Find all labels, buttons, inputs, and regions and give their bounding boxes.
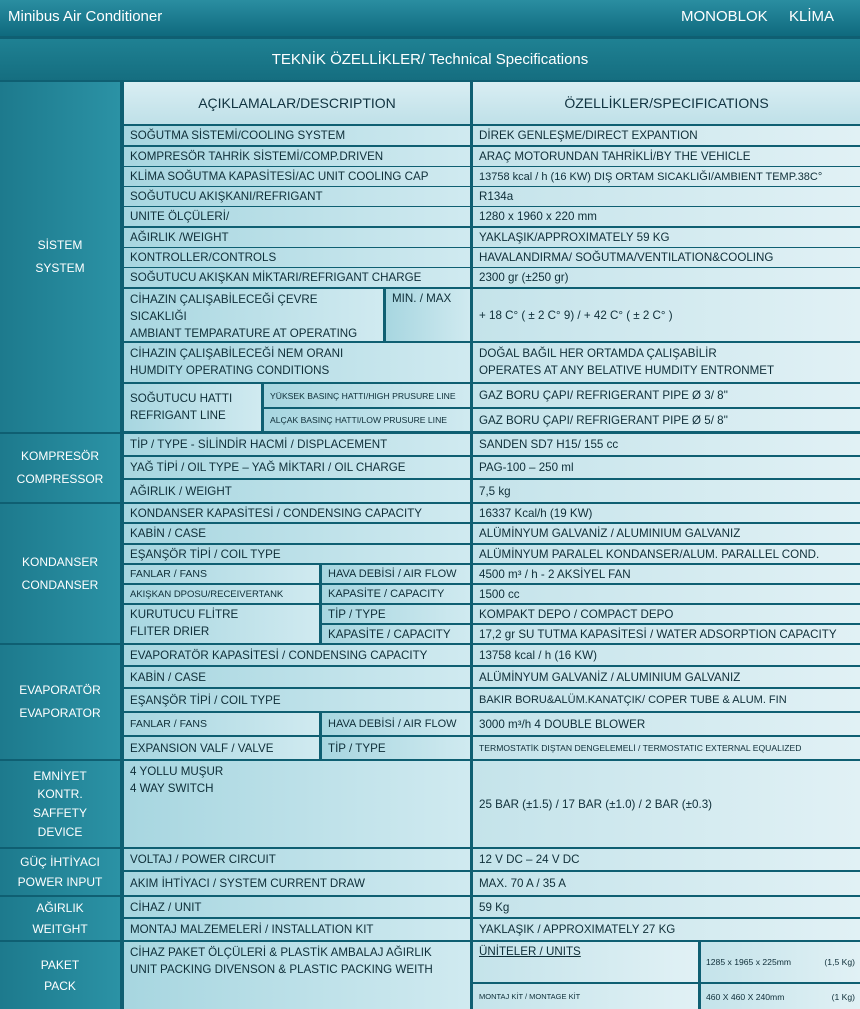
spec-value: 7,5 kg: [473, 480, 860, 502]
spec-label-line: FLITER DRIER: [130, 625, 210, 638]
spec-value: 13758 kcal / h (16 KW) DIŞ ORTAM SICAKLIĞI/AMBIENT TEMP.38C°: [473, 167, 860, 186]
section-label: SYSTEM: [35, 261, 85, 275]
spec-label-line: CİHAZ PAKET ÖLÇÜLERİ & PLASTİK AMBALAJ AĞIRLIK: [130, 946, 432, 959]
spec-label: AKIŞKAN DPOSU/RECEIVERTANK: [124, 585, 319, 603]
page-title: TEKNİK ÖZELLİKLER/ Technical Specifications: [0, 39, 860, 80]
spec-label: MONTAJ MALZEMELERİ / INSTALLATION KIT: [124, 919, 470, 940]
spec-value: YAKLAŞIK/APPROXIMATELY 59 KG: [473, 228, 860, 247]
pack-units-weight: (1,5 Kg): [824, 957, 855, 967]
pack-kit-cell: [701, 984, 860, 1009]
spec-value: + 18 C° ( ± 2 C° 9) / + 42 C° ( ± 2 C° ): [473, 289, 860, 341]
spec-sublabel: TİP / TYPE: [322, 605, 470, 623]
pack-kit-dimensions: 460 X 460 X 240mm: [706, 991, 785, 1002]
spec-label: KABİN / CASE: [124, 667, 470, 687]
column-header-description: AÇIKLAMALAR/DESCRIPTION: [124, 82, 470, 124]
spec-sublabel: ALÇAK BASINÇ HATTI/LOW PRUSURE LINE: [264, 409, 470, 431]
spec-label-line: UNIT PACKING DIVENSON & PLASTIC PACKING WEITH: [130, 962, 433, 976]
section-label: KOMPRESÖR: [20, 449, 99, 464]
spec-value: ALÜMİNYUM GALVANİZ / ALUMINIUM GALVANIZ: [473, 667, 860, 687]
spec-label: UNITE ÖLÇÜLERİ/: [124, 207, 470, 226]
section-label: EVAPORATOR: [19, 706, 101, 720]
spec-label: SOĞUTMA SİSTEMİ/COOLING SYSTEM: [124, 126, 470, 145]
spec-value: TERMOSTATİK DIŞTAN DENGELEMELİ / TERMOSTATIC EXTERNAL EQUALIZED: [473, 737, 860, 759]
spec-label: YAĞ TİPİ / OIL TYPE – YAĞ MİKTARI / OIL CHARGE: [124, 457, 470, 478]
spec-label-line: HUMDITY OPERATING CONDITIONS: [130, 363, 330, 377]
spec-label-switch: [124, 761, 470, 847]
section-condenser: [0, 504, 120, 643]
spec-value-line: OPERATES AT ANY BELATIVE HUMDITY ENTRONMET: [479, 363, 775, 377]
section-label: EMNİYET: [33, 768, 87, 783]
spec-label-humidity: [124, 343, 470, 382]
section-evaporator: [0, 645, 120, 759]
section-label: PAKET: [40, 958, 80, 973]
spec-value: R134a: [473, 187, 860, 206]
spec-label: KONDANSER KAPASİTESİ / CONDENSING CAPACITY: [124, 504, 470, 522]
spec-sublabel: YÜKSEK BASINÇ HATTI/HIGH PRUSURE LINE: [264, 384, 470, 407]
spec-value-line: DOĞAL BAĞIL HER ORTAMDA ÇALIŞABİLİR: [479, 347, 717, 360]
spec-value: SANDEN SD7 H15/ 155 cc: [473, 434, 860, 455]
spec-label: FANLAR / FANS: [124, 713, 319, 735]
tag-klima: KLİMA: [789, 8, 835, 25]
section-label: GÜÇ İHTİYACI: [20, 854, 100, 869]
spec-label-line: CİHAZIN ÇALIŞABİLECEĞİ NEM ORANI: [130, 347, 344, 360]
spec-label-line: AMBIANT TEMPARATURE AT OPERATING: [130, 326, 358, 340]
spec-sublabel: KAPASİTE / CAPACITY: [322, 585, 470, 603]
section-label: PACK: [44, 978, 76, 993]
section-label: COMPRESSOR: [16, 472, 104, 486]
spec-value-humidity: [473, 343, 860, 382]
spec-value: ALÜMİNYUM GALVANİZ / ALUMINIUM GALVANIZ: [473, 524, 860, 543]
app-title: Minibus Air Conditioner: [8, 8, 163, 25]
section-pack: [0, 942, 120, 1009]
spec-value: 12 V DC – 24 V DC: [473, 849, 860, 870]
spec-label: KABİN / CASE: [124, 524, 470, 543]
spec-label-line: CİHAZIN ÇALIŞABİLECEĞİ ÇEVRE SICAKLIĞI: [130, 293, 318, 323]
spec-value: 1500 cc: [473, 585, 860, 603]
spec-label: SOĞUTUCU AKIŞKANI/REFRIGANT: [124, 187, 470, 206]
spec-value: BAKIR BORU&ALÜM.KANATÇIK/ COPER TUBE & ALUM. FIN: [473, 689, 860, 711]
spec-value: MAX. 70 A / 35 A: [473, 872, 860, 895]
app-header: [0, 0, 860, 36]
spec-sublabel: KAPASİTE / CAPACITY: [322, 625, 470, 643]
spec-sublabel: MIN. / MAX: [386, 289, 470, 341]
spec-label: SOĞUTUCU AKIŞKAN MİKTARI/REFRIGANT CHARGE: [124, 268, 470, 287]
spec-value: HAVALANDIRMA/ SOĞUTMA/VENTILATION&COOLING: [473, 248, 860, 267]
spec-sublabel: HAVA DEBİSİ / AIR FLOW: [322, 713, 470, 735]
section-weight: [0, 897, 120, 940]
section-label: KONTR.: [37, 787, 83, 802]
spec-value: PAG-100 – 250 ml: [473, 457, 860, 478]
spec-value: YAKLAŞIK / APPROXIMATELY 27 KG: [473, 919, 860, 940]
pack-units-label: ÜNİTELER / UNITS: [473, 942, 698, 982]
spec-label-packing: [124, 942, 470, 1009]
section-label: KONDANSER: [21, 554, 98, 569]
pack-kit-weight: (1 Kg): [831, 991, 855, 1002]
spec-label-refrigant-line: [124, 384, 261, 431]
section-system: [0, 82, 120, 432]
spec-value: 25 BAR (±1.5) / 17 BAR (±1.0) / 2 BAR (±0.3): [473, 761, 860, 847]
section-label: POWER INPUT: [17, 875, 103, 889]
section-power: [0, 849, 120, 895]
section-label: SİSTEM: [37, 238, 83, 253]
spec-label: TİP / TYPE - SİLİNDİR HACMİ / DISPLACEMENT: [124, 434, 470, 455]
spec-value: GAZ BORU ÇAPI/ REFRIGERANT PIPE Ø 3/ 8'': [473, 384, 860, 407]
spec-value: 2300 gr (±250 gr): [473, 268, 860, 287]
spec-label: EXPANSION VALF / VALVE: [124, 737, 319, 759]
spec-value: DİREK GENLEŞME/DIRECT EXPANTION: [473, 126, 860, 145]
section-label: AĞIRLIK: [36, 901, 84, 916]
section-label: DEVICE: [37, 824, 83, 839]
column-header-specifications: ÖZELLİKLER/SPECIFICATIONS: [473, 82, 860, 124]
spec-label-line: 4 WAY SWITCH: [130, 781, 214, 795]
spec-value: 59 Kg: [473, 897, 860, 917]
spec-sublabel: TİP / TYPE: [322, 737, 470, 759]
tag-monoblok: MONOBLOK: [681, 8, 768, 25]
spec-label: AKIM İHTİYACI / SYSTEM CURRENT DRAW: [124, 872, 470, 895]
spec-label: KOMPRESÖR TAHRİK SİSTEMİ/COMP.DRIVEN: [124, 147, 470, 166]
spec-value: 4500 m³ / h - 2 AKSİYEL FAN: [473, 565, 860, 583]
spec-label: CİHAZ / UNIT: [124, 897, 470, 917]
section-label: SAFFETY: [32, 806, 87, 820]
spec-label-line: SOĞUTUCU HATTI: [130, 391, 233, 405]
section-safety: [0, 761, 120, 847]
spec-label: EVAPORATÖR KAPASİTESİ / CONDENSING CAPACITY: [124, 645, 470, 665]
pack-units-cell: [701, 942, 860, 982]
spec-label-line: KURUTUCU FLİTRE: [130, 608, 239, 622]
spec-label-line: REFRIGANT LINE: [130, 408, 226, 422]
pack-kit-label: MONTAJ KİT / MONTAGE KİT: [473, 984, 698, 1009]
spec-value: ARAÇ MOTORUNDAN TAHRİKLİ/BY THE VEHICLE: [473, 147, 860, 166]
spec-label: EŞANŞÖR TİPİ / COIL TYPE: [124, 689, 470, 711]
spec-value: 1280 x 1960 x 220 mm: [473, 207, 860, 226]
section-label: CONDANSER: [21, 577, 99, 592]
pack-units-dimensions: 1285 x 1965 x 225mm: [706, 957, 792, 967]
spec-label: KONTROLLER/CONTROLS: [124, 248, 470, 267]
spec-label-filter-drier: [124, 605, 319, 643]
spec-value: 17,2 gr SU TUTMA KAPASİTESİ / WATER ADSORPTION CAPACITY: [473, 625, 860, 643]
spec-value: GAZ BORU ÇAPI/ REFRIGERANT PIPE Ø 5/ 8'': [473, 409, 860, 431]
spec-label: AĞIRLIK / WEIGHT: [124, 480, 470, 502]
spec-label: AĞIRLIK /WEIGHT: [124, 228, 470, 247]
spec-label: FANLAR / FANS: [124, 565, 319, 583]
spec-value: KOMPAKT DEPO / COMPACT DEPO: [473, 605, 860, 623]
section-label: EVAPORATÖR: [19, 683, 101, 698]
section-compressor: [0, 434, 120, 502]
spec-value: 3000 m³/h 4 DOUBLE BLOWER: [473, 713, 860, 735]
spec-sublabel: HAVA DEBİSİ / AIR FLOW: [322, 565, 470, 583]
spec-value: 13758 kcal / h (16 KW): [473, 645, 860, 665]
spec-label: VOLTAJ / POWER CIRCUIT: [124, 849, 470, 870]
spec-label: KLİMA SOĞUTMA KAPASİTESİ/AC UNIT COOLING CAP: [124, 167, 470, 186]
spec-value: ALÜMİNYUM PARALEL KONDANSER/ALUM. PARALLEL COND.: [473, 545, 860, 563]
spec-label-ambient: [124, 289, 383, 341]
spec-label: EŞANŞÖR TİPİ / COIL TYPE: [124, 545, 470, 563]
section-label: WEITGHT: [32, 921, 88, 936]
spec-label-line: 4 YOLLU MUŞUR: [130, 765, 224, 778]
spec-value: 16337 Kcal/h (19 KW): [473, 504, 860, 522]
